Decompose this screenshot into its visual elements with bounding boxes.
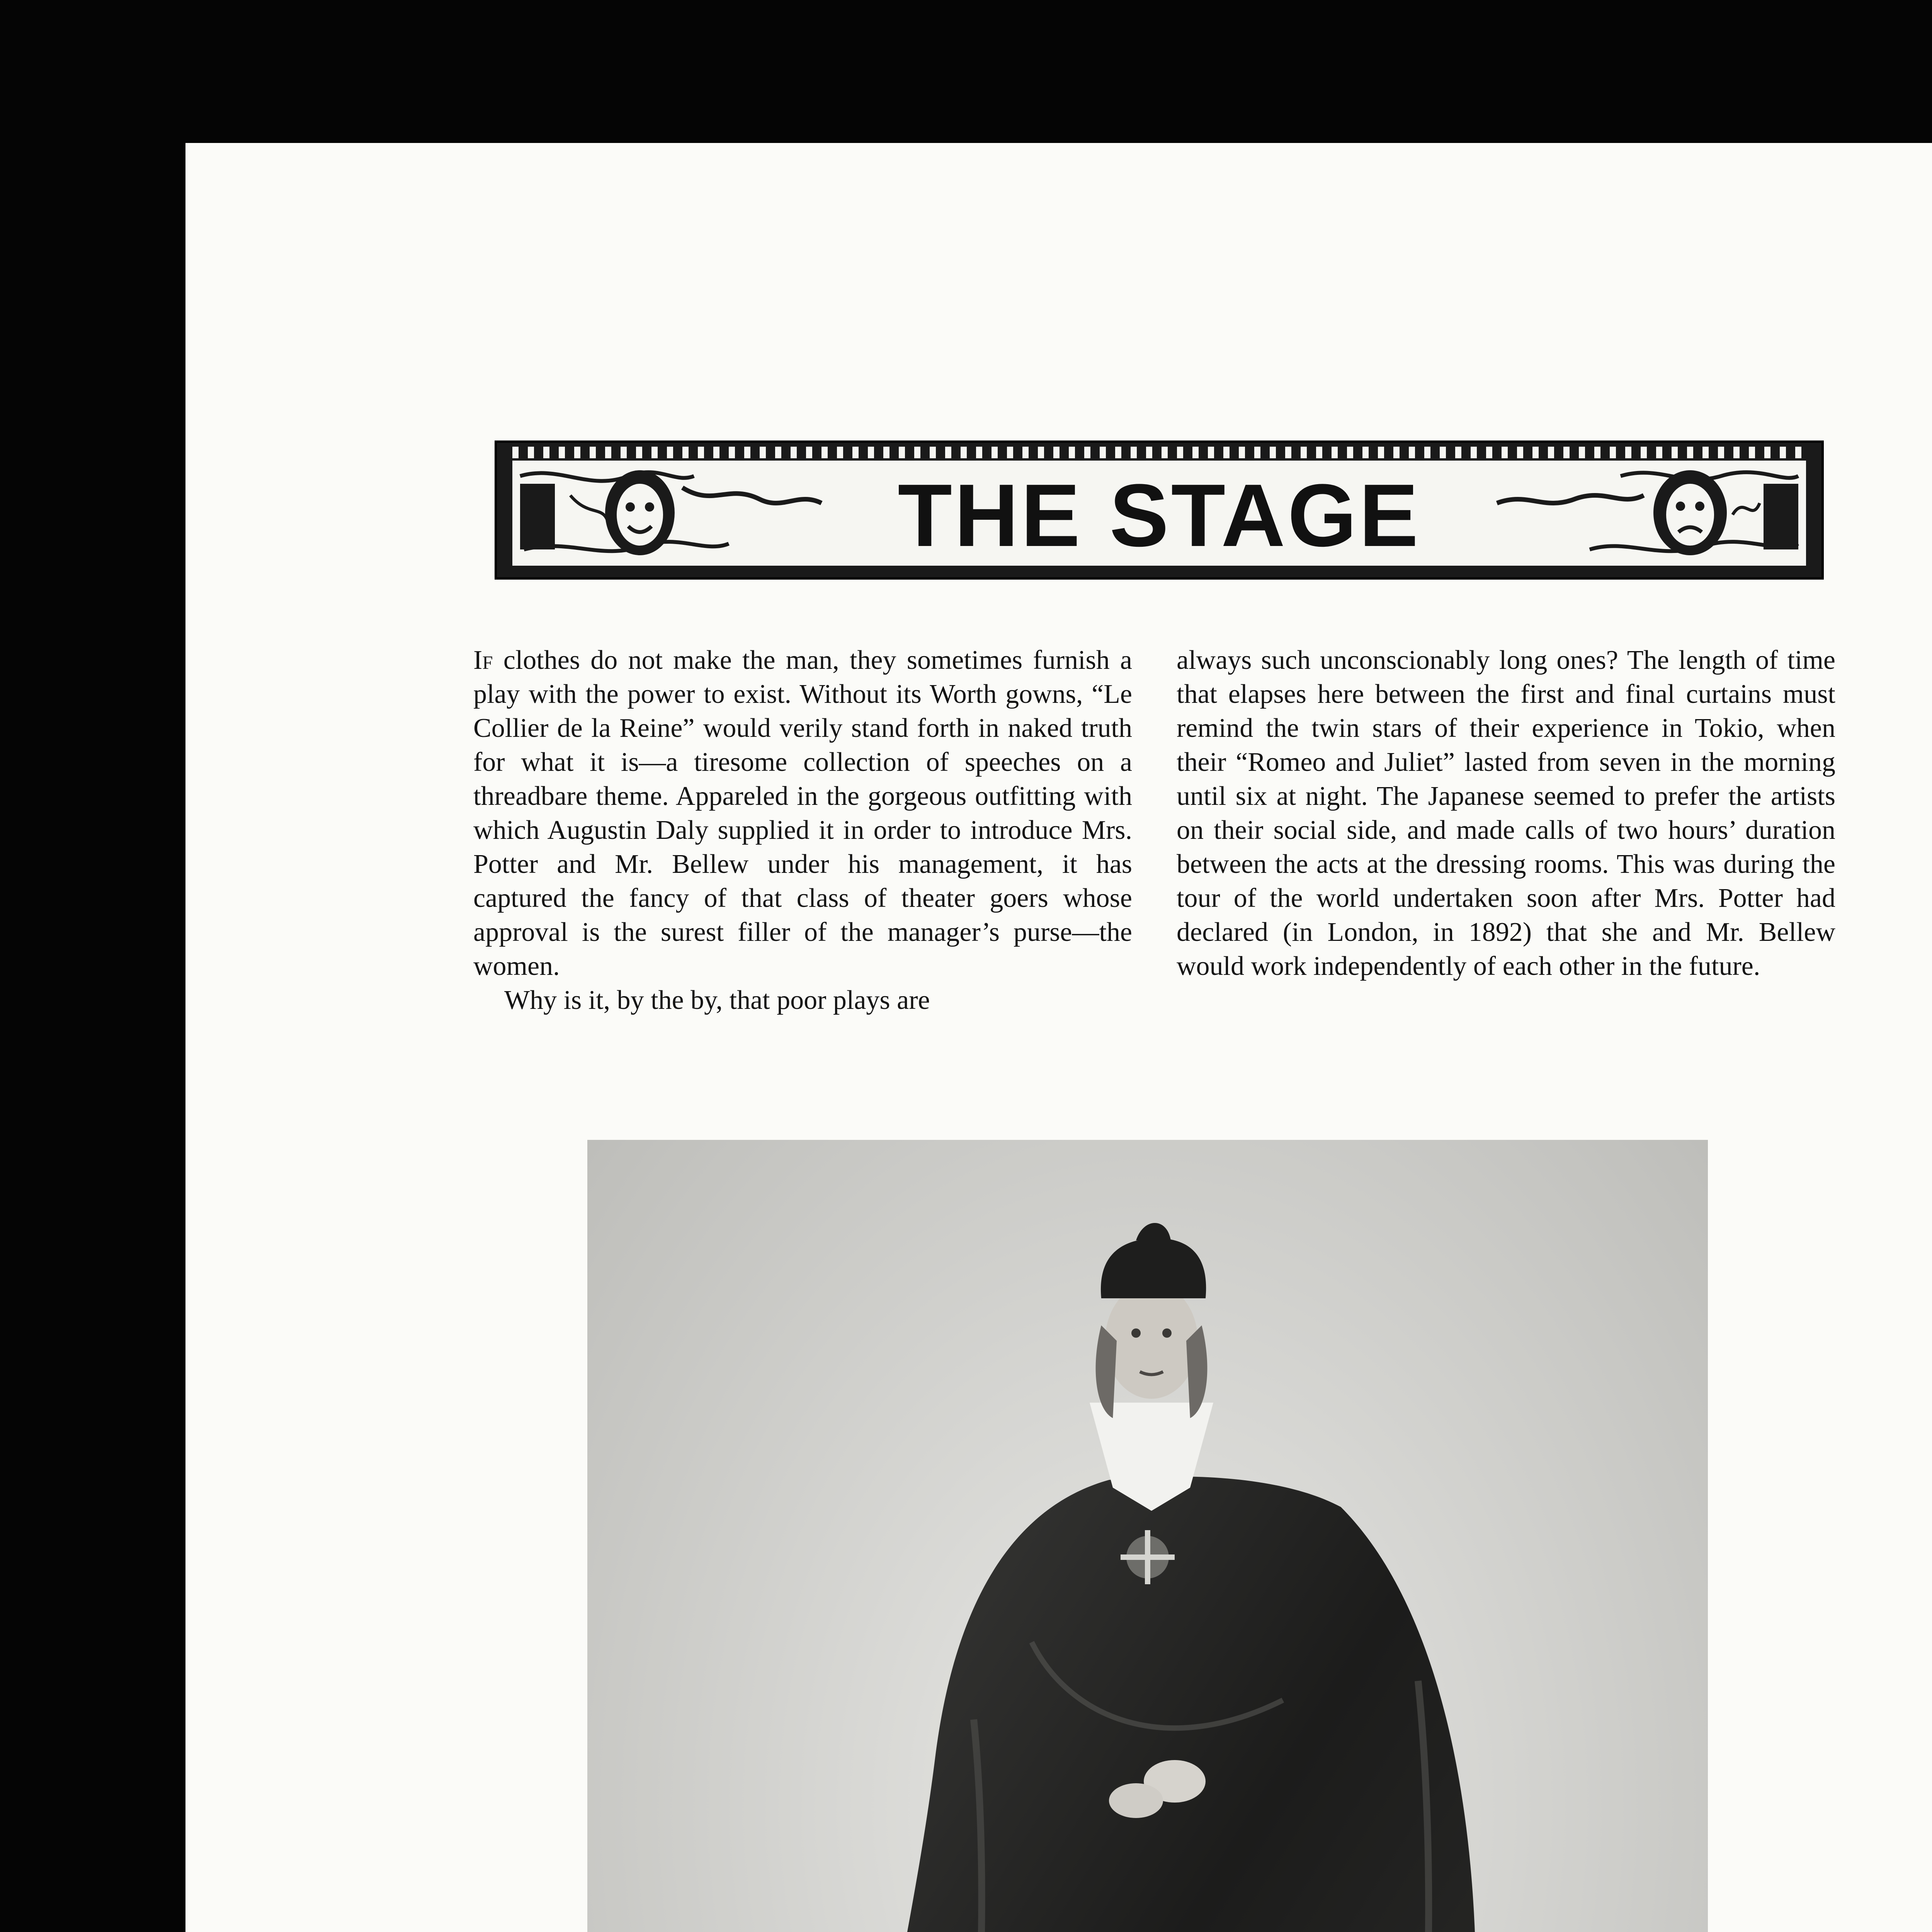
section-banner [495,440,1824,580]
article-paragraph: always such unconscionably long ones? The length of time that elapses here between the first and final curtains must remind the twin stars of their experience in Tokio, when their “Romeo and Juliet” lasted from seven in the morning until six at night. The Japanese seemed to prefer the artists on their social side, and made calls of two hours’ duration between the acts at the dressing rooms. This was during the tour of the world undertaken soon after Mrs. Potter had declared (in London, in 1892) that she and Mr. Bellew would work independently of each other in the future. [1177,645,1835,981]
portrait-photograph [587,1140,1708,1932]
tragedy-mask-ornament-icon [1412,461,1806,565]
drop-cap: If [473,645,493,675]
article-column-right [1177,643,1835,983]
article-paragraph: If clothes do not make the man, they sometimes furnish a play with the power to exist. Without its Worth gowns, “Le Collier de la Reine” would verily stand forth in naked truth for what it is—a tiresome collection of speeches on a threadbare theme. Appareled in the gorgeous outfitting with which Augustin Daly supplied it in order to introduce Mrs. Potter and Mr. Bellew under his management, it has captured the fancy of that class of theater goers whose approval is the surest filler of the manager’s purse—the women. [473,645,1132,981]
banner-border-ornament [512,447,1806,458]
banner-panel [512,461,1806,566]
article-paragraph: Why is it, by the by, that poor plays are [504,985,930,1015]
article-column-left [473,643,1132,1017]
cardinal-portrait-image [587,1140,1708,1932]
section-title: THE STAGE [898,466,1421,565]
